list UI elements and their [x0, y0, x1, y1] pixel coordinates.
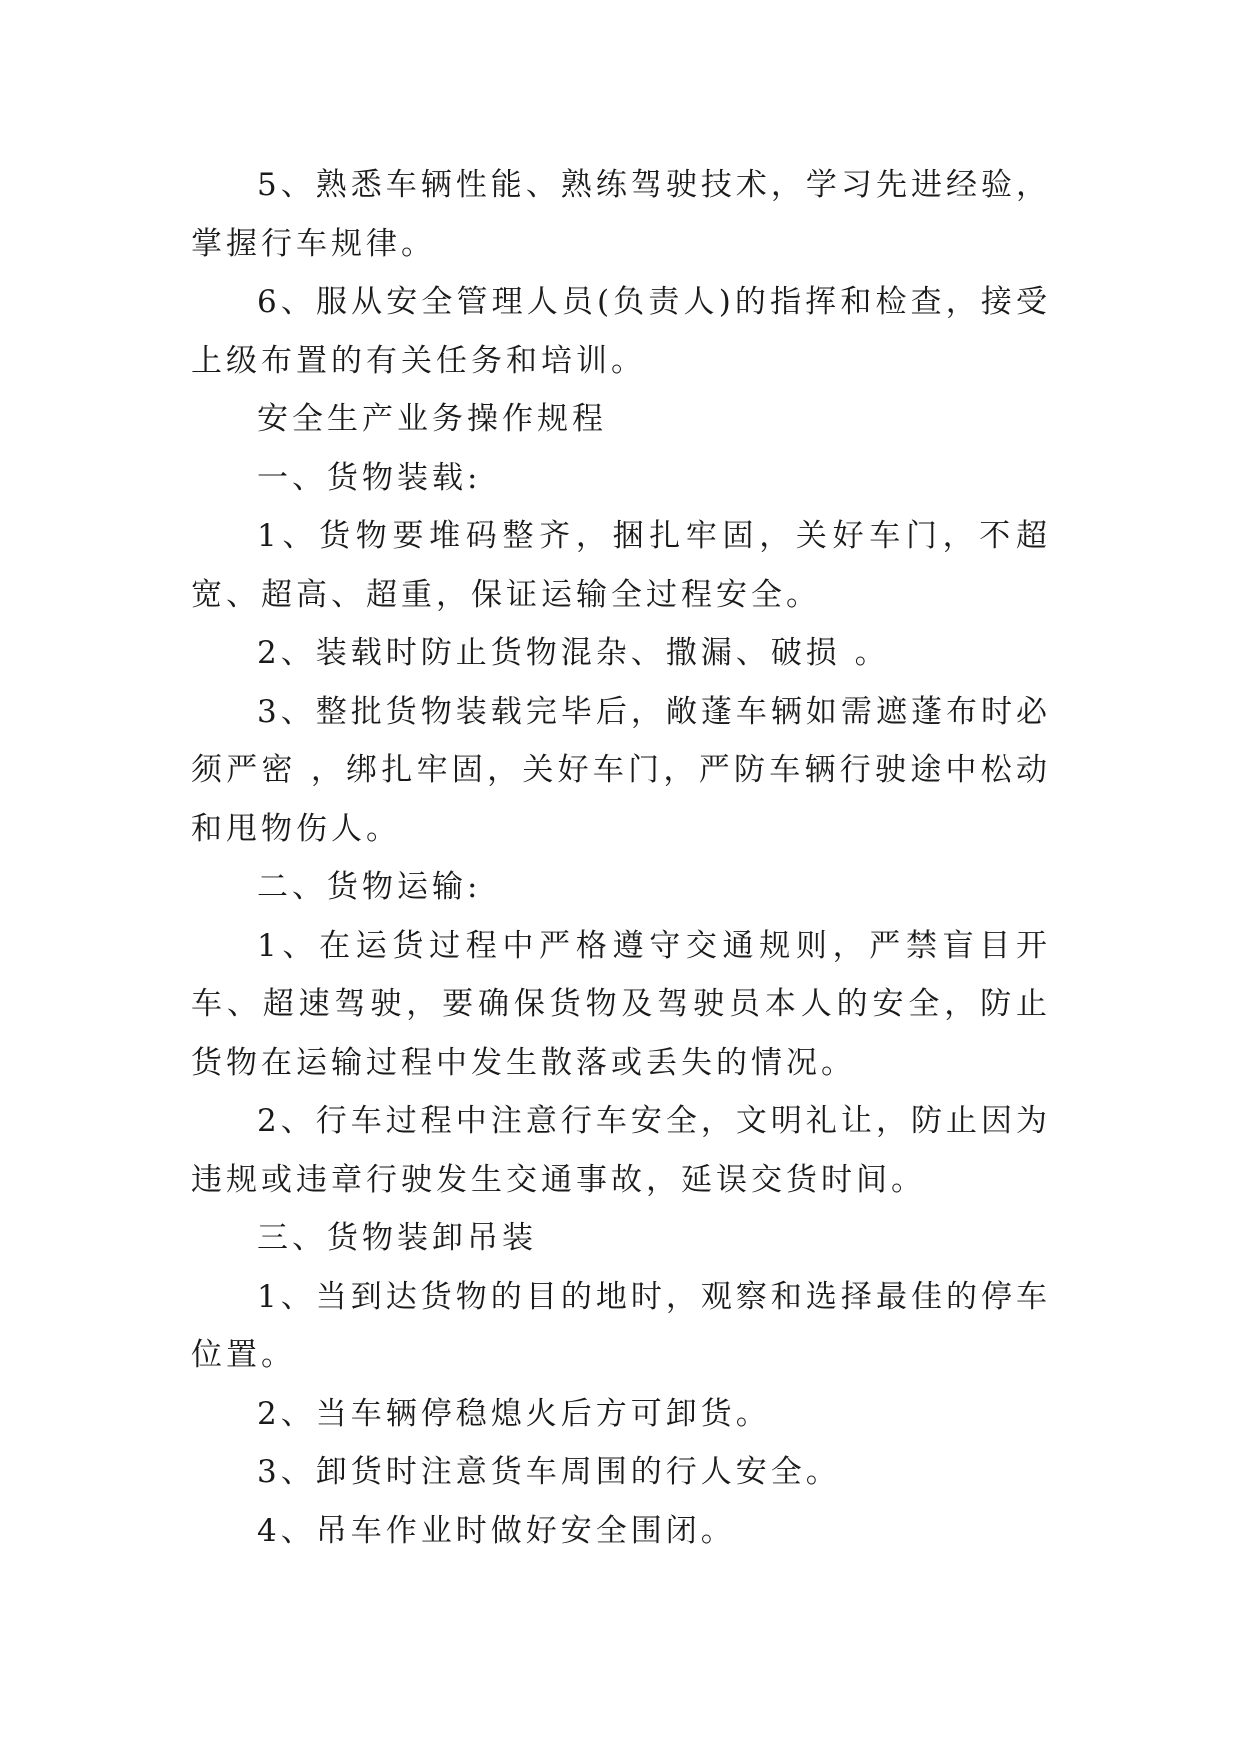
section-heading-unloading-lifting: 三、货物装卸吊装	[257, 1220, 537, 1256]
section-heading-cargo-loading: 一、货物装载:	[257, 459, 482, 496]
paragraph-loading-1: 1、货物要堆码整齐，捆扎牢固，关好车门，不超宽、超高、超重，保证运输全过程安全。	[191, 518, 1051, 613]
paragraph-rule-6: 6、服从安全管理人员(负责人)的指挥和检查，接受上级布置的有关任务和培训。	[191, 284, 1051, 379]
section-heading-operating-procedures: 安全生产业务操作规程	[257, 401, 607, 437]
paragraph-unloading-2: 2、当车辆停稳熄火后方可卸货。	[257, 1395, 771, 1432]
paragraph-rule-5: 5、熟悉车辆性能、熟练驾驶技术，学习先进经验，掌握行车规律。	[191, 167, 1051, 262]
document-body	[191, 156, 1051, 1560]
paragraph-transport-2: 2、行车过程中注意行车安全，文明礼让，防止因为违规或违章行驶发生交通事故，延误交货时间。	[191, 1103, 1051, 1198]
section-heading-cargo-transport: 二、货物运输:	[257, 869, 482, 905]
paragraph-unloading-4: 4、吊车作业时做好安全围闭。	[257, 1512, 736, 1549]
paragraph-unloading-3: 3、卸货时注意货车周围的行人安全。	[257, 1454, 841, 1490]
paragraph-loading-2: 2、装载时防止货物混杂、撒漏、破损 。	[257, 635, 890, 671]
paragraph-transport-1: 1、在运货过程中严格遵守交通规则，严禁盲目开车、超速驾驶，要确保货物及驾驶员本人的安全，防止货物在运输过程中发生散落或丢失的情况。	[191, 927, 1051, 1081]
paragraph-loading-3: 3、整批货物装载完毕后，敞蓬车辆如需遮蓬布时必须严密 ，绑扎牢固，关好车门，严防车辆行驶途中松动和甩物伤人。	[191, 693, 1051, 847]
paragraph-unloading-1: 1、当到达货物的目的地时，观察和选择最佳的停车位置。	[191, 1278, 1051, 1373]
